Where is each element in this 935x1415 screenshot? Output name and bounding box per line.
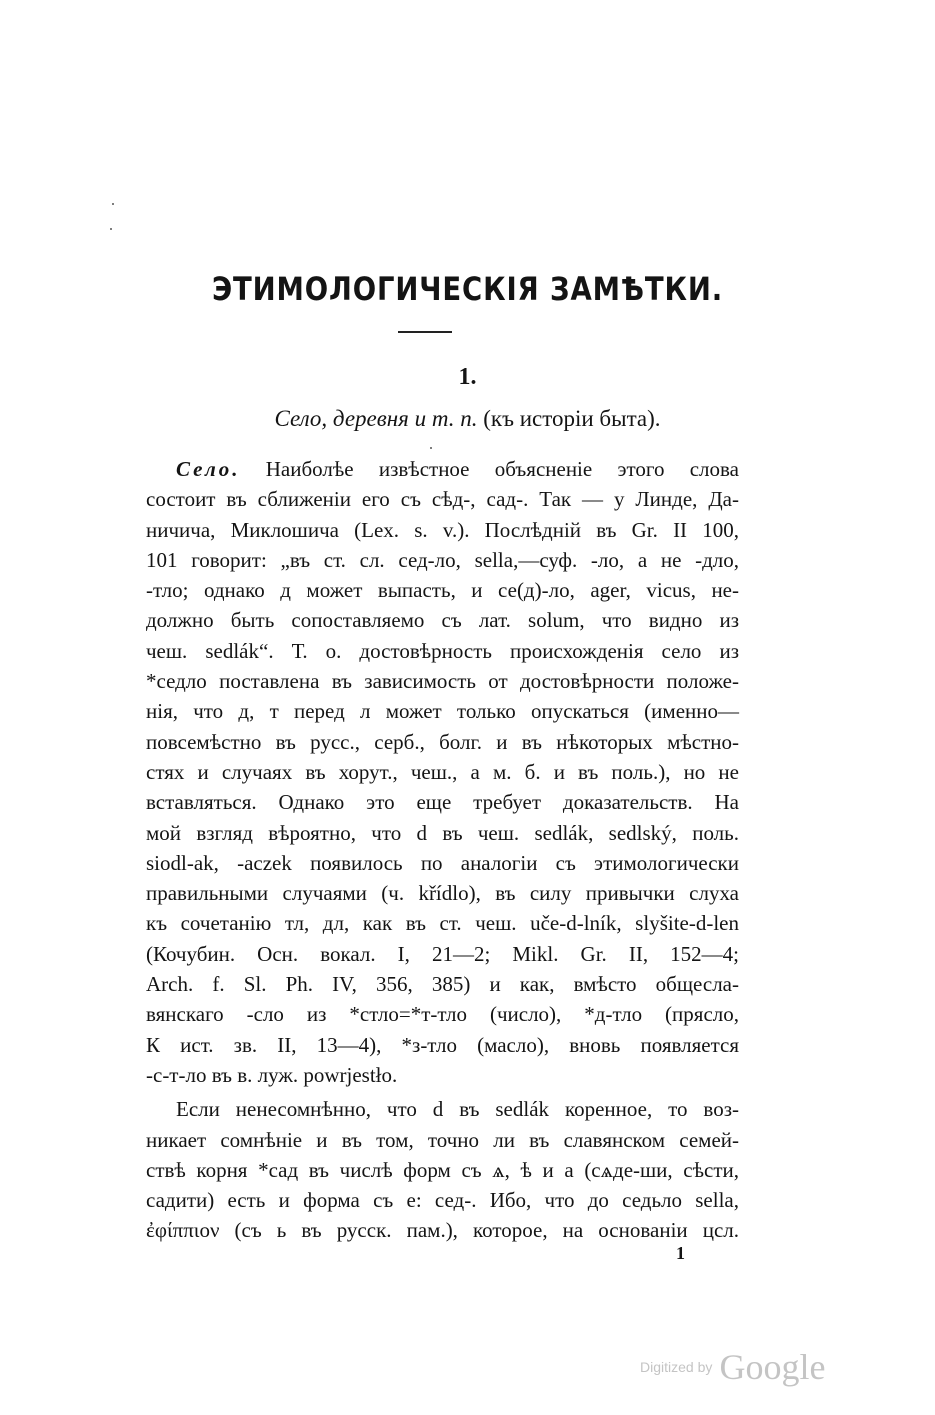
text-line: стях и случаях въ хорут., чеш., а м. б. и въ поль.), но не — [146, 759, 739, 784]
text-line: садити) есть и форма съ е: сед-. Ибо, что до седьло sella, — [146, 1188, 739, 1213]
scan-speck — [430, 447, 432, 449]
body-text — [146, 454, 739, 1246]
text-line: мой взгляд вѣроятно, что d въ чеш. sedlák, sedlský, поль. — [146, 820, 739, 845]
text-line: *седло поставлена въ зависимость от достовѣрности положе- — [146, 669, 739, 694]
text-line: вставляться. Однако это еще требует доказательств. На — [146, 790, 739, 815]
scan-speck — [110, 228, 112, 230]
article-title: ЭТИМОЛОГИЧЕСКIЯ ЗАМѢТКИ. — [211, 270, 724, 308]
text-line: вянскаго -сло из *стло=*т-тло (число), *д-тло (прясло, — [146, 1002, 739, 1027]
text-line: К ист. зв. II, 13—4), *з-тло (масло), вновь появляется — [146, 1032, 739, 1057]
scan-speck — [112, 203, 114, 205]
text-line: чеш. sedlák“. Т. о. достовѣрность происхожденiя село из — [146, 638, 739, 663]
subtitle-italic: Село, деревня и т. п. — [274, 406, 478, 431]
text-line: повсемѣстно въ русс., серб., болг. и въ нѣкоторых мѣстно- — [146, 729, 739, 754]
lemma-word: Село. — [176, 457, 241, 481]
text-line: ἐφίππιον (съ ь въ русск. пам.), которое, на основанiи цсл. — [146, 1218, 739, 1243]
title-divider — [398, 331, 452, 333]
text-line: -с-т-ло въ в. луж. powrjestło. — [146, 1062, 398, 1087]
section-number: 1. — [458, 364, 477, 390]
text-line: ствѣ корня *сад въ числѣ форм съ ѧ, ѣ и а (сѧде-ши, сѣсти, — [146, 1157, 739, 1182]
section-subtitle — [150, 406, 785, 432]
google-logo: Google — [719, 1347, 826, 1387]
subtitle-plain: (къ исторiи быта). — [477, 406, 661, 431]
text-line: никает сомнѣнiе и въ том, точно ли въ славянском семей- — [146, 1127, 739, 1152]
text-line: (Кочубин. Осн. вокал. I, 21—2; Mikl. Gr. II, 152—4; — [146, 941, 739, 966]
page-number: 1 — [676, 1243, 685, 1263]
text-line: siodl-ak, -aczek появилось по аналогiи съ этимологически — [146, 850, 739, 875]
text-line: -тло; однако д может выпасть, и се(д)-ло, ager, vicus, не- — [146, 578, 739, 603]
text-line: должно быть сопоставляемо съ лат. solum, что видно из — [146, 608, 739, 633]
text-line: къ сочетанiю тл, дл, как въ ст. чеш. uče-d-lník, slyšite-d-len — [146, 911, 739, 936]
text-line: Arch. f. Sl. Ph. IV, 356, 385) и как, вмѣсто общесла- — [146, 972, 739, 997]
digitized-watermark — [640, 1346, 825, 1388]
text-line: 101 говорит: „въ ст. сл. сед-ло, sella,—суф. -ло, а не -дло, — [146, 547, 739, 572]
text-line: состоит въ сближенiи его съ сѣд-, сад-. Так — у Линде, Да- — [146, 487, 739, 512]
text-line: Село. Наиболѣе извѣстное объясненiе этого слова — [176, 457, 739, 481]
text-line: правильными случаями (ч. křídlo), въ силу привычки слуха — [146, 881, 739, 906]
text-line: нiя, что д, т перед л может только опускаться (именно— — [146, 699, 739, 724]
text-line: Если ненесомнѣнно, что d въ sedlák коренное, то воз- — [176, 1097, 739, 1122]
watermark-prefix: Digitized by — [640, 1359, 713, 1375]
text-line: ничича, Миклошича (Lex. s. v.). Послѣднiй въ Gr. II 100, — [146, 517, 739, 542]
